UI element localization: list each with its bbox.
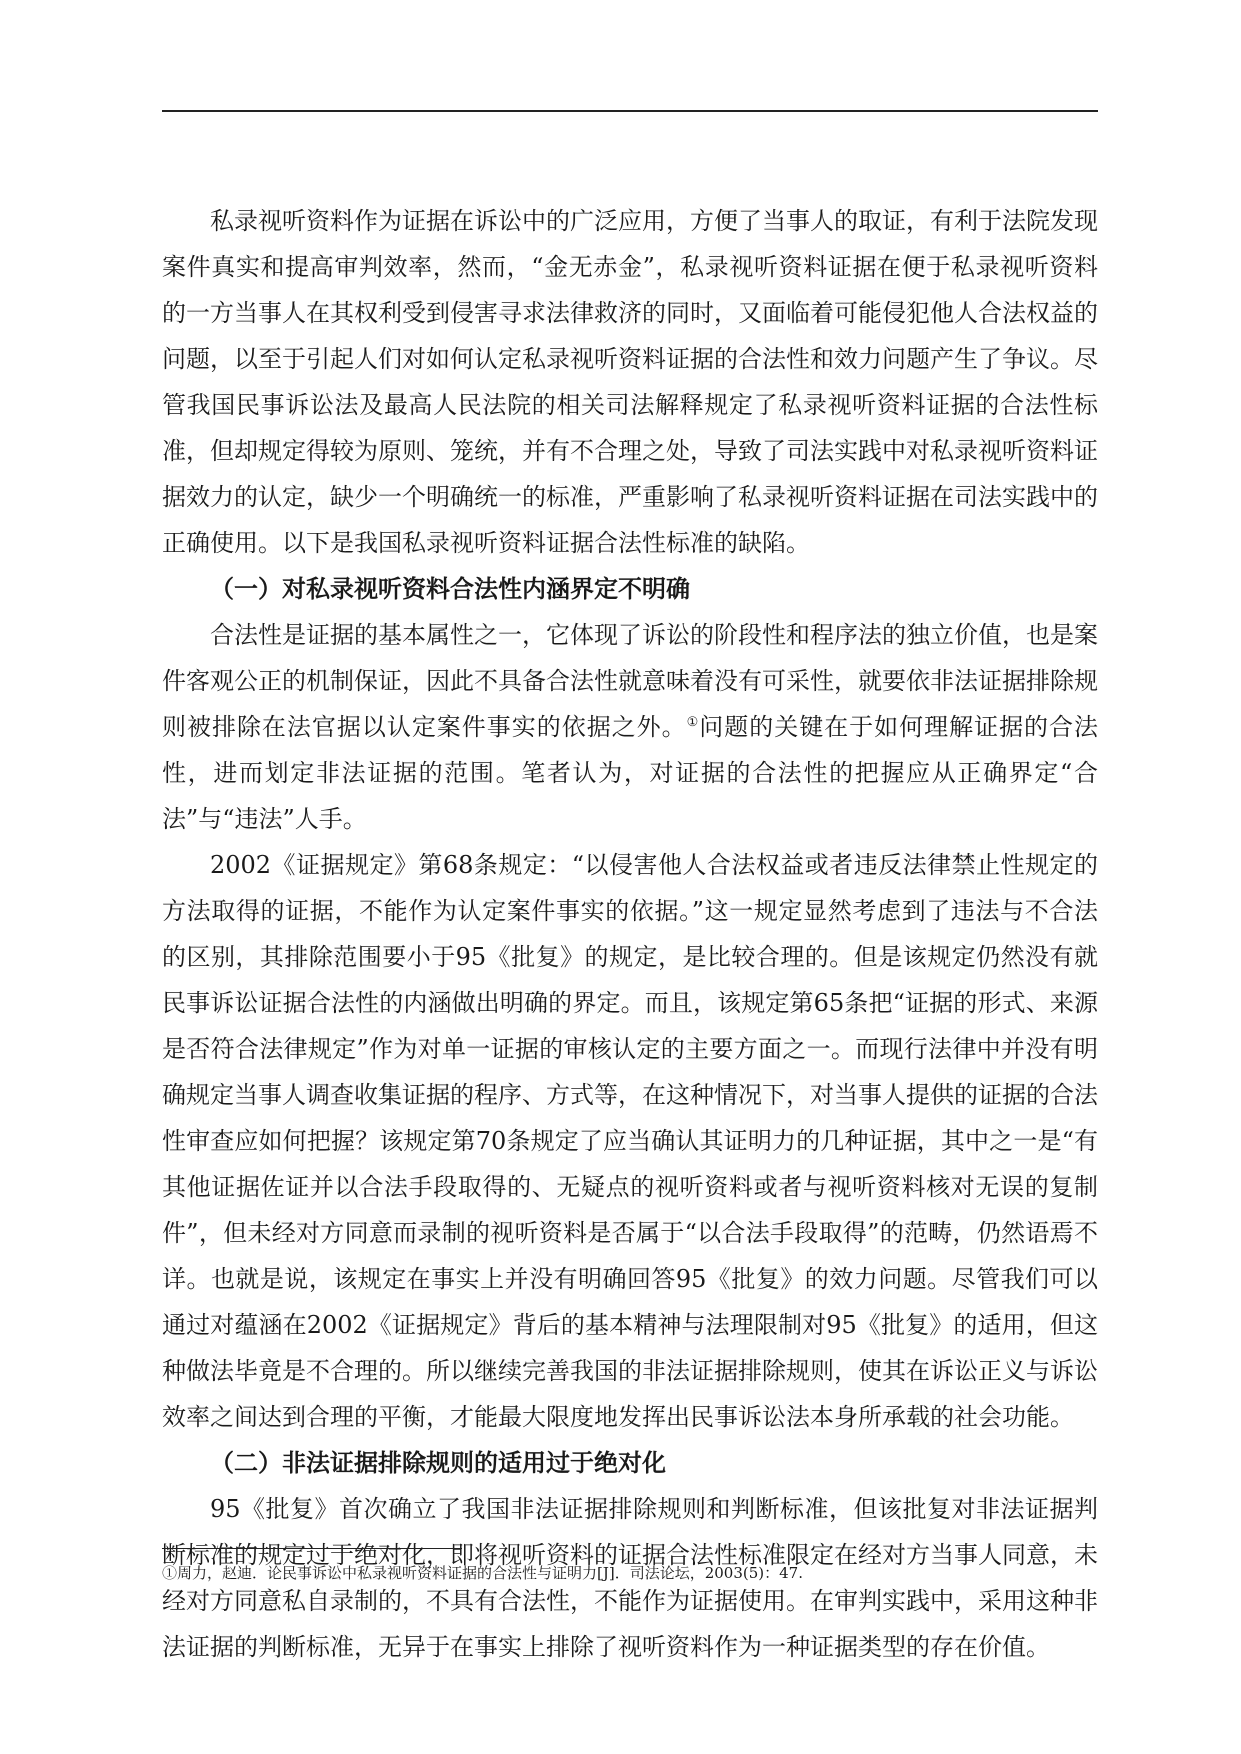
section-1-p1-text-a: 合法性是证据的基本属性之一，它体现了诉讼的阶段性和程序法的独立价值，也是案件客观公正的机制保证，因此不具备合法性就意味着没有可采性，就要依非法证据排除规则被排除在法官据以认定案件事实的依据之外。 bbox=[162, 621, 1098, 741]
section-1-heading: （一）对私录视听资料合法性内涵界定不明确 bbox=[210, 575, 690, 603]
footnote-reference[interactable]: ① bbox=[686, 715, 700, 730]
section-2-heading: （二）非法证据排除规则的适用过于绝对化 bbox=[210, 1449, 666, 1477]
section-2-paragraph-1: 95《批复》首次确立了我国非法证据排除规则和判断标准，但该批复对非法证据判断标准的规定过于绝对化，即将视听资料的证据合法性标准限定在经对方当事人同意，未经对方同意私自录制的，不具有合法性，不能作为证据使用。在审判实践中，采用这种非法证据的判断标准，无异于在事实上排除了视听资料作为一种证据类型的存在价值。 bbox=[162, 1495, 1098, 1661]
section-1-paragraph-2: 2002《证据规定》第68条规定：“以侵害他人合法权益或者违反法律禁止性规定的方法取得的证据，不能作为认定案件事实的依据。”这一规定显然考虑到了违法与不合法的区别，其排除范围要小于95《批复》的规定，是比较合理的。但是该规定仍然没有就民事诉讼证据合法性的内涵做出明确的界定。而且，该规定第65条把“证据的形式、来源是否符合法律规定”作为对单一证据的审核认定的主要方面之一。而现行法律中并没有明确规定当事人调查收集证据的程序、方式等，在这种情况下，对当事人提供的证据的合法性审查应如何把握？该规定第70条规定了应当确认其证明力的几种证据，其中之一是“有其他证据佐证并以合法手段取得的、无疑点的视听资料或者与视听资料核对无误的复制件”，但未经对方同意而录制的视听资料是否属于“以合法手段取得”的范畴，仍然语焉不详。也就是说，该规定在事实上并没有明确回答95《批复》的效力问题。尽管我们可以通过对蕴涵在2002《证据规定》背后的基本精神与法理限制对95《批复》的适用，但这种做法毕竟是不合理的。所以继续完善我国的非法证据排除规则，使其在诉讼正义与诉讼效率之间达到合理的平衡，才能最大限度地发挥出民事诉讼法本身所承载的社会功能。 bbox=[162, 851, 1098, 1431]
intro-paragraph: 私录视听资料作为证据在诉讼中的广泛应用，方便了当事人的取证，有利于法院发现案件真实和提高审判效率，然而，“金无赤金”，私录视听资料证据在便于私录视听资料的一方当事人在其权利受到侵害寻求法律救济的同时，又面临着可能侵犯他人合法权益的问题，以至于引起人们对如何认定私录视听资料证据的合法性和效力问题产生了争议。尽管我国民事诉讼法及最高人民法院的相关司法解释规定了私录视听资料证据的合法性标准，但却规定得较为原则、笼统，并有不合理之处，导致了司法实践中对私录视听资料证据效力的认定，缺少一个明确统一的标准，严重影响了私录视听资料证据在司法实践中的正确使用。以下是我国私录视听资料证据合法性标准的缺陷。 bbox=[162, 207, 1098, 557]
document-body bbox=[162, 198, 1098, 1670]
section-1-p1-text-b: 问题的关键在于如何理解证据的合法性，进而划定非法证据的范围。笔者认为，对证据的合法性的把握应从正确界定“合法”与“违法”人手。 bbox=[162, 713, 1099, 833]
footnote: ①周力，赵迪．论民事诉讼中私录视听资料证据的合法性与证明力[J]．司法论坛，2003(5)：47. bbox=[162, 1564, 803, 1582]
section-1-paragraph-1 bbox=[162, 612, 1098, 842]
header-rule bbox=[162, 110, 1098, 112]
footnote-rule bbox=[162, 1548, 462, 1549]
